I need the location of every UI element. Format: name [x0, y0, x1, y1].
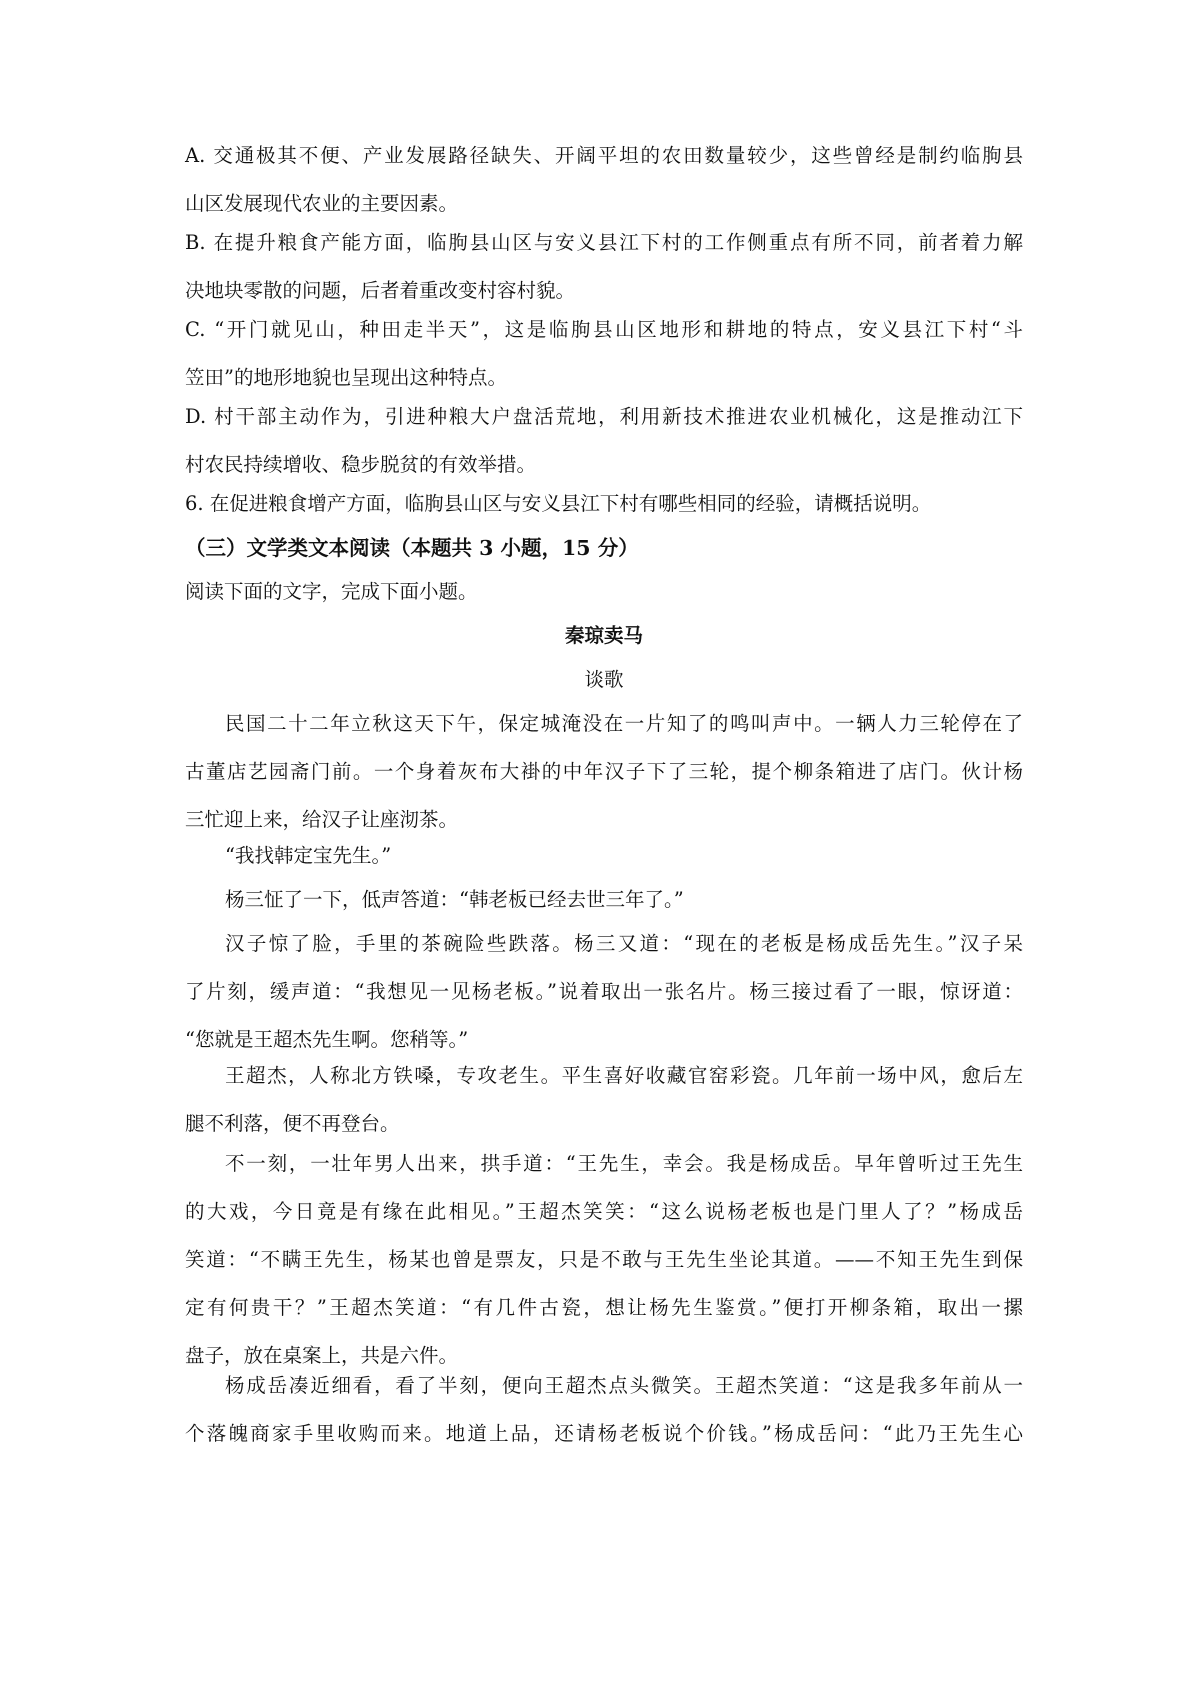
story-paragraph-5: [185, 1052, 1023, 1148]
option-c-line-1: C. “开门就见山，种田走半天”，这是临朐县山区地形和耕地的特点，安义县江下村“斗: [185, 318, 1023, 341]
paragraph-line: 民国二十二年立秋这天下午，保定城淹没在一片知了的鸣叫声中。一辆人力三轮停在了: [225, 712, 1023, 735]
reading-instruction: [185, 568, 1023, 616]
section-heading-text: （三）文学类文本阅读（本题共 3 小题，15 分）: [185, 536, 639, 560]
paragraph-line: “您就是王超杰先生啊。您稍等。”: [185, 1028, 469, 1051]
paragraph-line: 的大戏，今日竟是有缘在此相见。”王超杰笑笑：“这么说杨老板也是门里人了？”杨成岳: [185, 1200, 1023, 1223]
option-a-line-1: A. 交通极其不便、产业发展路径缺失、开阔平坦的农田数量较少，这些曾经是制约临朐县: [185, 144, 1023, 167]
paragraph-line: 杨成岳凑近细看，看了半刻，便向王超杰点头微笑。王超杰笑道：“这是我多年前从一: [225, 1374, 1023, 1397]
paragraph-line: “我找韩定宝先生。”: [225, 844, 392, 867]
option-d-line-1: D. 村干部主动作为，引进种粮大户盘活荒地，利用新技术推进农业机械化，这是推动江下: [185, 405, 1023, 428]
question-6: [185, 480, 1023, 528]
option-b: [185, 219, 1023, 315]
option-c: [185, 306, 1023, 402]
story-paragraph-7: [185, 1362, 1023, 1458]
option-b-line-2: 决地块零散的问题，后者着重改变村容村貌。: [185, 279, 576, 302]
option-d: [185, 393, 1023, 489]
story-paragraph-6: [185, 1140, 1023, 1380]
paragraph-line: 三忙迎上来，给汉子让座沏茶。: [185, 808, 459, 831]
option-a: [185, 132, 1023, 228]
option-b-line-1: B. 在提升粮食产能方面，临朐县山区与安义县江下村的工作侧重点有所不同，前者着力解: [185, 231, 1023, 254]
section-heading: [185, 524, 1023, 572]
paragraph-line: 个落魄商家手里收购而来。地道上品，还请杨老板说个价钱。”杨成岳问：“此乃王先生心: [185, 1422, 1023, 1445]
story-author-text: 谈歌: [584, 668, 624, 691]
story-paragraph-3: [185, 876, 1023, 924]
story-title: [185, 612, 1023, 660]
reading-instruction-text: 阅读下面的文字，完成下面小题。: [185, 580, 478, 603]
story-author: [185, 656, 1023, 704]
story-paragraph-1: [185, 700, 1023, 844]
paragraph-line: 了片刻，缓声道：“我想见一见杨老板。”说着取出一张名片。杨三接过看了一眼，惊讶道：: [185, 980, 1023, 1003]
option-c-line-2: 笠田”的地形地貌也呈现出这种特点。: [185, 366, 507, 389]
story-paragraph-4: [185, 920, 1023, 1064]
paragraph-line: 杨三怔了一下，低声答道：“韩老板已经去世三年了。”: [225, 888, 684, 911]
paragraph-line: 盘子，放在桌案上，共是六件。: [185, 1344, 459, 1367]
paragraph-line: 古董店艺园斋门前。一个身着灰布大褂的中年汉子下了三轮，提个柳条箱进了店门。伙计杨: [185, 760, 1023, 783]
story-paragraph-2: [185, 832, 1023, 880]
paragraph-line: 王超杰，人称北方铁嗓，专攻老生。平生喜好收藏官窑彩瓷。几年前一场中风，愈后左: [225, 1064, 1023, 1087]
option-a-line-2: 山区发展现代农业的主要因素。: [185, 192, 459, 215]
option-d-line-2: 村农民持续增收、稳步脱贫的有效举措。: [185, 453, 537, 476]
paragraph-line: 定有何贵干？”王超杰笑道：“有几件古瓷，想让杨先生鉴赏。”便打开柳条箱，取出一摞: [185, 1296, 1023, 1319]
paragraph-line: 不一刻，一壮年男人出来，拱手道：“王先生，幸会。我是杨成岳。早年曾听过王先生: [225, 1152, 1023, 1175]
paragraph-line: 腿不利落，便不再登台。: [185, 1112, 400, 1135]
question-6-text: 6. 在促进粮食增产方面，临朐县山区与安义县江下村有哪些相同的经验，请概括说明。: [185, 492, 932, 515]
story-title-text: 秦琼卖马: [564, 624, 643, 647]
paragraph-line: 汉子惊了脸，手里的茶碗险些跌落。杨三又道：“现在的老板是杨成岳先生。”汉子呆: [225, 932, 1023, 955]
paragraph-line: 笑道：“不瞒王先生，杨某也曾是票友，只是不敢与王先生坐论其道。——不知王先生到保: [185, 1248, 1023, 1271]
